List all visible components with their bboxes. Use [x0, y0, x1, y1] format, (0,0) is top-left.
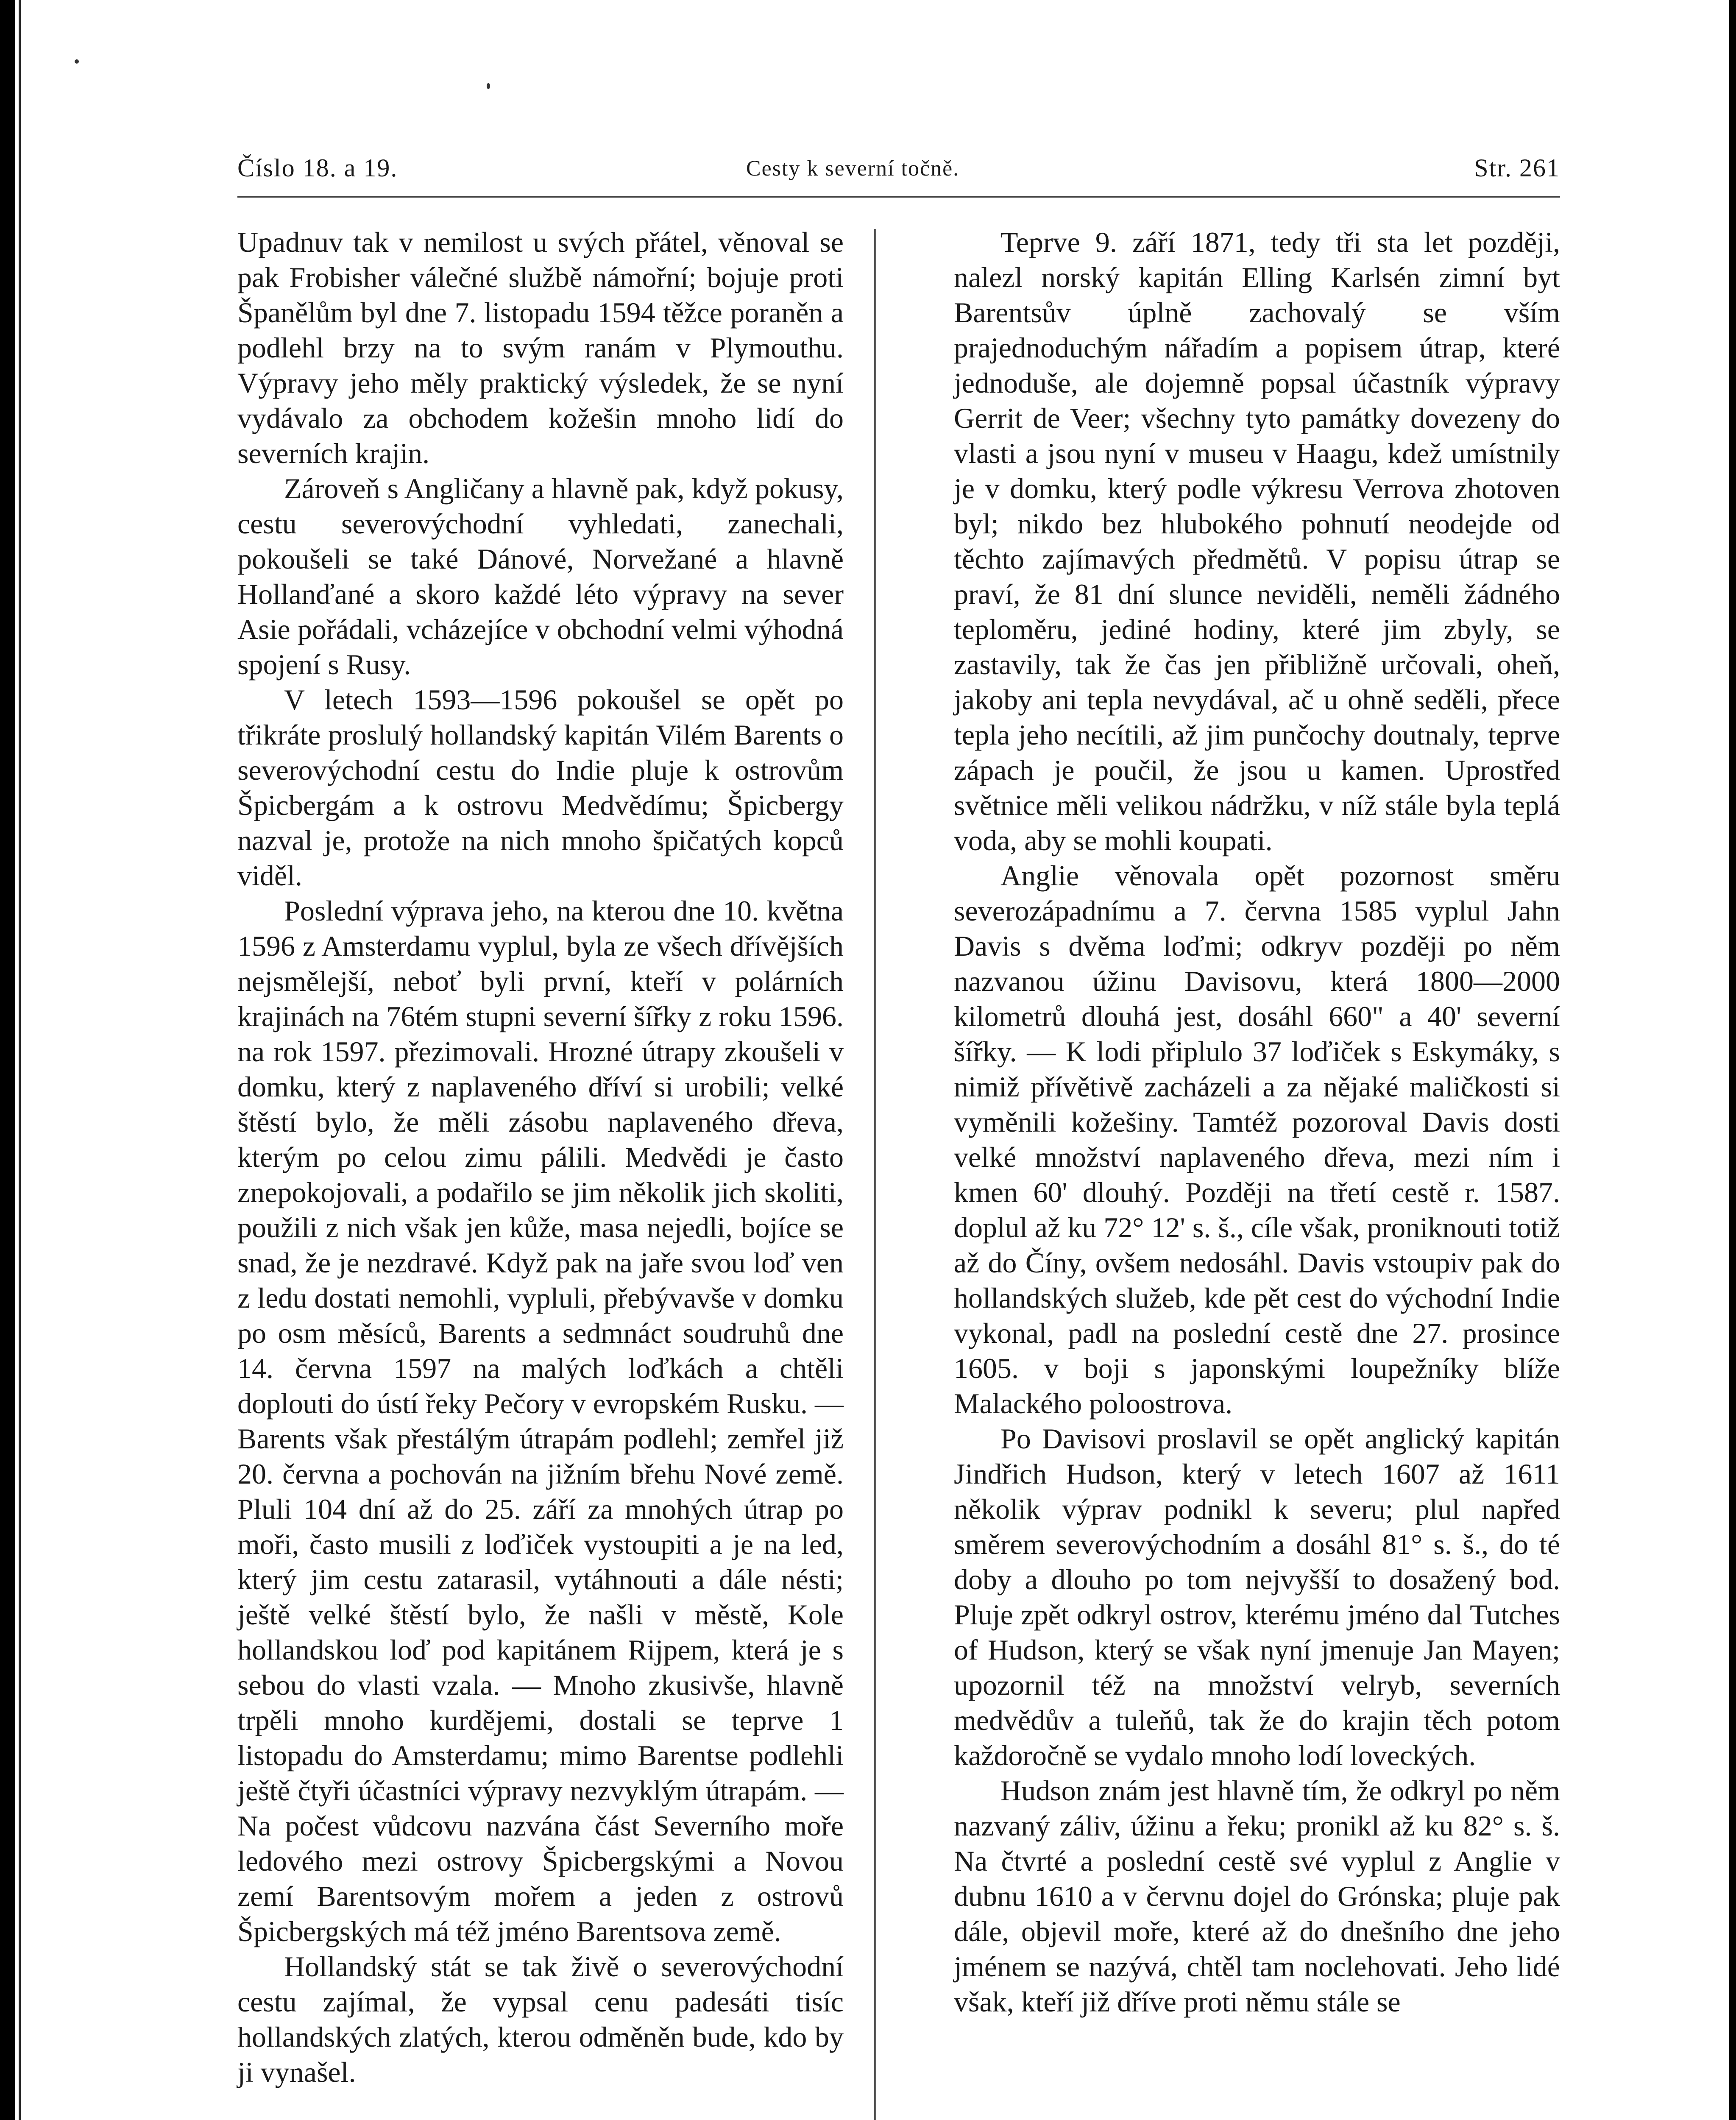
paragraph: Poslední výprava jeho, na kterou dne 10. května 1596 z Amsterdamu vyplul, byla ze všech dřívějších nejsmělejší, neboť byli první, kteří v polárních krajinách na 76tém stupni severní šířky z roku 1596. na rok 1597. přezimovali. Hrozné útrapy zkoušeli v domku, který z naplaveného dříví si urobili; velké štěstí bylo, že měli zásobu naplaveného dřeva, kterým po celou zimu pálili. Medvědi je často znepokojovali, a podařilo se jim několik jich skoliti, použili z nich však jen kůže, masa nejedli, bojíce se snad, že je nezdravé. Když pak na jaře svou loď ven z ledu dostati nemohli, vypluli, přebývavše v domku po osm měsíců, Barents a sedmnáct soudruhů dne 14. června 1597 na malých loďkách a chtěli doplouti do ústí řeky Pečory v evropském Rusku. — Barents však přestálým útrapám podlehl; zemřel již 20. června a pochován na jižním břehu Nové země. Pluli 104 dní až do 25. září za mnohých útrap po moři, často musili z loďiček vystoupiti a je na led, který jim cestu zatarasil, vytáhnouti a dále nésti; ještě velké štěstí bylo, že našli v městě, Kole hollandskou loď pod kapitánem Rijpem, která je s sebou do vlasti vzala. — Mnoho zkusivše, hlavně trpěli mnoho kurdějemi, dostali se teprve 1 listopadu do Amsterdamu; mimo Barentse podlehli ještě čtyři účastníci výpravy nezvyklým útrapám. — Na počest vůdcovu nazvána část Severního moře ledového mezi ostrovy Špicbergskými a Novou zemí Barentsovým mořem a jeden z ostrovů Špicbergských má též jméno Barentsova země.: [237, 895, 844, 1947]
paragraph: Teprve 9. září 1871, tedy tři sta let později, nalezl norský kapitán Elling Karlsén zimní byt Barentsův úplně zachovalý se vším prajednoduchým nářadím a popisem útrap, které jednoduše, ale dojemně popsal účastník výpravy Gerrit de Veer; všechny tyto památky dovezeny do vlasti a jsou nyní v museu v Haagu, kdež umístnily je v domku, který podle výkresu Verrova zhotoven byl; nikdo bez hlubokého pohnutí neodejde od těchto zajímavých předmětů. V popisu útrap se praví, že 81 dní slunce neviděli, neměli žádného teploměru, jediné hodiny, které jim zbyly, se zastavily, tak že čas jen přibližně určovali, oheň, jakoby ani tepla nevydával, ač u ohně seděli, přece tepla jeho necítili, až jim punčochy doutnaly, teprve zápach je poučil, že jsou u kamen. Uprostřed světnice měli velikou nádržku, v níž stále byla teplá voda, aby se mohli koupati.: [954, 226, 1560, 856]
left-column: [237, 225, 844, 2090]
scan-edge-left: [0, 0, 15, 2120]
paragraph: Hollandský stát se tak živě o severovýchodní cestu zajímal, že vypsal cenu padesáti tisíc hollandských zlatých, kterou odměněn bude, kdo by ji vynašel.: [237, 1950, 844, 2088]
scan-edge-right: [1729, 0, 1736, 2120]
paragraph: Po Davisovi proslavil se opět anglický kapitán Jindřich Hudson, který v letech 1607 až 1611 několik výprav podnikl k severu; plul napřed směrem severovýchodním a dosáhl 81° s. š., do té doby a dlouho po tom nejvyšší to dosažený bod. Pluje zpět odkryl ostrov, kterému jméno dal Tutches of Hudson, který se však nyní jmenuje Jan Mayen; upozornil též na množství velryb, severních medvědův a tuleňů, tak že do krajin těch potom každoročně se vydalo mnoho lodí loveckých.: [954, 1423, 1560, 1771]
scan-speck: [75, 59, 79, 64]
page-number: Str. 261: [1474, 154, 1560, 182]
right-column: [954, 225, 1560, 2020]
header-rule: [237, 196, 1560, 198]
paragraph: Anglie věnovala opět pozornost směru severozápadnímu a 7. června 1585 vyplul Jahn Davis s dvěma loďmi; odkryv později po něm nazvanou úžinu Davisovu, která 1800—2000 kilometrů dlouhá jest, dosáhl 660" a 40' severní šířky. — K lodi připlulo 37 loďiček s Eskymáky, s nimiž přívětivě zacházeli a za nějaké maličkosti si vyměnili kožešiny. Tamtéž pozoroval Davis dosti velké množství naplaveného dřeva, mezi ním i kmen 60' dlouhý. Později na třetí cestě r. 1587. doplul až ku 72° 12' s. š., cíle však, proniknouti totiž až do Číny, ovšem nedosáhl. Davis vstoupiv pak do hollandských služeb, kde pět cest do východní Indie vykonal, padl na poslední cestě dne 27. prosince 1605. v boji s japonskými loupežníky blíže Malackého poloostrova.: [954, 859, 1560, 1420]
page-header: [237, 153, 1560, 192]
paragraph: Upadnuv tak v nemilost u svých přátel, věnoval se pak Frobisher válečné službě námořní; bojuje proti Španělům byl dne 7. listopadu 1594 těžce poraněn a podlehl brzy na to svým ranám v Plymouthu. Výpravy jeho měly praktický výsledek, že se nyní vydávalo za obchodem kožešin mnoho lidí do severních krajin.: [237, 226, 844, 469]
paragraph: Hudson znám jest hlavně tím, že odkryl po něm nazvaný záliv, úžinu a řeku; pronikl až ku 82° s. š. Na čtvrté a poslední cestě své vyplul z Anglie v dubnu 1610 a v červnu dojel do Grónska; pluje pak dále, objevil moře, které až do dnešního dne jeho jménem se nazývá, chtěl tam noclehovati. Jeho lidé však, kteří již dříve proti němu stále se: [954, 1774, 1560, 2018]
column-divider: [874, 229, 876, 2120]
scan-speck: [487, 83, 490, 89]
paragraph: V letech 1593—1596 pokoušel se opět po třikráte proslulý hollandský kapitán Vilém Barents o severovýchodní cestu do Indie pluje k ostrovům Špicbergám a k ostrovu Medvědímu; Špicbergy nazval je, protože na nich mnoho špičatých kopců viděl.: [237, 683, 844, 892]
scan-edge-line: [19, 0, 21, 2120]
issue-number: Číslo 18. a 19.: [237, 154, 398, 182]
paragraph: Zároveň s Angličany a hlavně pak, když pokusy, cestu severovýchodní vyhledati, zanechali, pokoušeli se také Dánové, Norvežané a hlavně Hollanďané a skoro každé léto výpravy na sever Asie pořádali, vcházejíce v obchodní velmi výhodná spojení s Rusy.: [237, 472, 844, 681]
running-title: Cesty k severní točně.: [746, 156, 960, 181]
